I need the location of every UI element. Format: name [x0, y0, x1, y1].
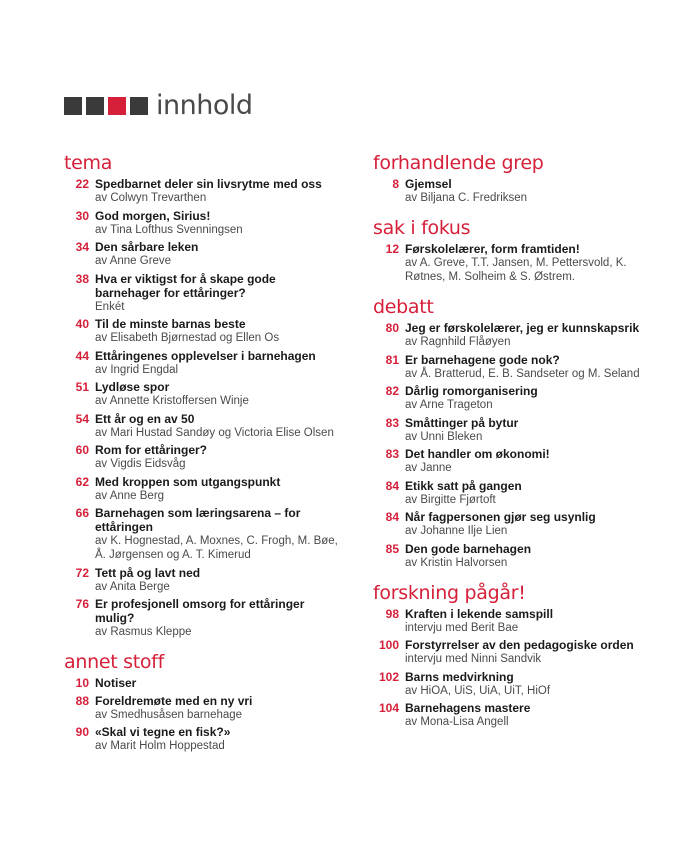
square-4	[130, 97, 148, 115]
section-title: forskning pågår!	[373, 581, 526, 604]
toc-entry[interactable]	[64, 240, 344, 268]
page-number: 102	[378, 669, 399, 684]
page-number: 12	[385, 242, 399, 256]
toc-entry[interactable]	[64, 349, 344, 377]
page-number: 51	[75, 380, 89, 394]
entry-body	[95, 209, 344, 237]
entry-body	[405, 416, 643, 444]
section-forhandlende-grep	[373, 152, 643, 205]
page-number: 10	[75, 676, 89, 690]
page-number: 83	[385, 415, 399, 430]
page-number: 30	[75, 208, 89, 223]
entry-title: Barns medvirkning	[405, 669, 514, 684]
entry-body	[405, 353, 643, 381]
toc-entry[interactable]	[64, 317, 344, 345]
entry-author: av Mona-Lisa Angell	[405, 716, 509, 728]
entry-body	[95, 566, 344, 594]
entry-title: Dårlig romorganisering	[405, 384, 538, 398]
toc-entry[interactable]	[373, 384, 643, 412]
entry-title: Den gode barnehagen	[405, 541, 532, 556]
page-number: 34	[75, 240, 89, 254]
page-number: 62	[75, 474, 89, 489]
entry-author: av Marit Holm Hoppestad	[95, 740, 225, 752]
page-number: 88	[75, 693, 89, 708]
entry-author: av Anne Berg	[95, 489, 165, 502]
toc-entry[interactable]	[64, 694, 344, 722]
page-number: 85	[385, 541, 399, 556]
entry-author: av Mari Hustad Sandøy og Victoria Elise Olsen	[95, 426, 334, 439]
entry-author: intervju med Berit Bae	[405, 621, 519, 634]
page-number: 44	[75, 348, 89, 363]
entry-author: av Rasmus Kleppe	[95, 626, 192, 638]
toc-entry[interactable]	[64, 412, 344, 440]
entry-title: Spedbarnet deler sin livsrytme med oss	[95, 177, 322, 191]
entry-title: Forstyrrelser av den pedagogiske orden	[405, 638, 634, 652]
entry-title: Jeg er førskolelærer, jeg er kunnskapsrik	[405, 321, 640, 335]
entry-title: Gjemsel	[405, 177, 452, 191]
entry-body	[95, 597, 344, 639]
square-2	[86, 97, 104, 115]
entry-body	[95, 240, 344, 268]
toc-entry[interactable]	[64, 597, 344, 639]
entry-title: Ett år og en av 50	[95, 411, 195, 426]
entry-author: av Å. Bratterud, E. B. Sandseter og M. Seland	[405, 367, 640, 380]
entry-title: Notiser	[95, 676, 137, 690]
entry-body	[95, 177, 344, 205]
entry-body	[405, 177, 643, 205]
entry-author: av Anita Berge	[95, 580, 170, 593]
entry-body	[405, 670, 643, 698]
entry-body	[95, 412, 344, 440]
toc-entry[interactable]	[64, 380, 344, 408]
entry-author: av Smedhusåsen barnehage	[95, 708, 243, 721]
entry-author: intervju med Ninni Sandvik	[405, 653, 542, 665]
section-sak-i-fokus	[373, 217, 643, 284]
page-number: 100	[378, 638, 399, 652]
entry-author: av Annette Kristoffersen Winje	[95, 395, 249, 407]
toc-entry[interactable]	[64, 506, 344, 562]
page-number: 104	[378, 701, 399, 715]
entry-author: Enkét	[95, 300, 125, 313]
page-number: 83	[385, 447, 399, 461]
entry-author: av Colwyn Trevarthen	[95, 192, 207, 204]
toc-entry[interactable]	[64, 725, 344, 753]
entry-title: Barnehagens mastere	[405, 701, 531, 715]
section-title: tema	[64, 152, 113, 174]
entry-body	[95, 694, 344, 722]
entry-title: Til de minste barnas beste	[95, 317, 246, 331]
entry-body	[405, 384, 643, 412]
entry-author: av Vigdis Eidsvåg	[95, 458, 186, 470]
entry-body	[95, 443, 344, 471]
section-annet-stoff	[64, 651, 344, 753]
square-1	[64, 97, 82, 115]
entry-title: Barnehagen som læringsarena – for ettåringen	[95, 506, 301, 534]
entry-author: av HiOA, UiS, UiA, UiT, HiOf	[405, 684, 551, 697]
entry-title: Hva er viktigst for å skape gode barnehager for ettåringer?	[95, 271, 276, 300]
page-number: 72	[75, 565, 89, 580]
entry-body	[405, 321, 643, 349]
page-number: 84	[385, 478, 399, 493]
toc-entry[interactable]	[64, 676, 344, 690]
entry-author: av Birgitte Fjørtoft	[405, 493, 496, 506]
left-column	[64, 152, 344, 765]
entry-title: Med kroppen som utgangspunkt	[95, 474, 281, 489]
entry-body	[95, 317, 344, 345]
square-3	[108, 97, 126, 115]
entry-title: Rom for ettåringer?	[95, 443, 208, 457]
toc-entry[interactable]	[64, 566, 344, 594]
entry-author: av Anne Greve	[95, 255, 172, 267]
entry-title: God morgen, Sirius!	[95, 208, 211, 223]
entry-title: Foreldremøte med en ny vri	[95, 693, 253, 708]
entry-title: Tett på og lavt ned	[95, 565, 201, 580]
page-number: 80	[385, 321, 399, 335]
page-header	[64, 92, 253, 119]
page-number: 66	[75, 506, 89, 520]
entry-body	[95, 349, 344, 377]
decorative-squares	[64, 97, 148, 115]
entry-author: av Ragnhild Flåøyen	[405, 336, 511, 348]
entry-author: av Elisabeth Bjørnestad og Ellen Os	[95, 332, 280, 344]
toc-entry[interactable]	[64, 177, 344, 205]
entry-author: av Biljana C. Fredriksen	[405, 192, 528, 204]
toc-entry[interactable]	[373, 701, 643, 729]
page-number: 8	[392, 177, 399, 191]
entry-title: Det handler om økonomi!	[405, 447, 550, 461]
page-number: 22	[75, 177, 89, 191]
section-forskning-p-g-r	[373, 582, 643, 730]
entry-author: av Unni Bleken	[405, 430, 483, 443]
entry-title: Etikk satt på gangen	[405, 478, 522, 493]
entry-author: av K. Hognestad, A. Moxnes, C. Frogh, M. Bøe, Å. Jørgensen og A. T. Kimerud	[95, 535, 338, 561]
toc-entry[interactable]	[373, 607, 643, 635]
entry-body	[405, 242, 643, 284]
toc-entry[interactable]	[64, 272, 344, 314]
page-number: 82	[385, 384, 399, 398]
toc-entry[interactable]	[373, 416, 643, 444]
entry-body	[405, 701, 643, 729]
entry-body	[405, 638, 643, 666]
section-title: forhandlende grep	[373, 152, 544, 174]
entry-author: av Johanne Ilje Lien	[405, 525, 508, 537]
entry-title: Er profesjonell omsorg for ettåringer mulig?	[95, 597, 305, 625]
toc-entry[interactable]	[64, 475, 344, 503]
section-title: annet stoff	[64, 651, 164, 673]
entry-title: Når fagpersonen gjør seg usynlig	[405, 510, 596, 524]
entry-body	[405, 542, 643, 570]
entry-title: Den sårbare leken	[95, 240, 199, 254]
entry-title: «Skal vi tegne en fisk?»	[95, 725, 231, 739]
entry-body	[95, 475, 344, 503]
toc-entry[interactable]	[373, 542, 643, 570]
entry-author: av Arne Trageton	[405, 399, 493, 411]
entry-title: Er barnehagene gode nok?	[405, 352, 560, 367]
toc-entry[interactable]	[64, 443, 344, 471]
entry-body	[405, 479, 643, 507]
section-title: debatt	[373, 296, 434, 318]
entry-body	[405, 447, 643, 475]
entry-body	[95, 272, 344, 314]
entry-title: Ettåringenes opplevelser i barnehagen	[95, 348, 316, 363]
page-number: 38	[75, 271, 89, 286]
section-debatt	[373, 296, 643, 570]
right-column	[373, 152, 643, 741]
entry-body	[405, 607, 643, 635]
page-number: 84	[385, 510, 399, 524]
entry-body	[405, 510, 643, 538]
entry-author: av Ingrid Engdal	[95, 363, 179, 376]
entry-body	[95, 380, 344, 408]
page-title: innhold	[156, 90, 253, 121]
entry-title: Kraften i lekende samspill	[405, 606, 554, 621]
page-number: 60	[75, 443, 89, 457]
toc-entry[interactable]	[64, 209, 344, 237]
toc-entry[interactable]	[373, 447, 643, 475]
entry-author: av Kristin Halvorsen	[405, 556, 508, 569]
entry-body	[95, 725, 344, 753]
page-number: 81	[385, 352, 399, 367]
toc-entry[interactable]	[373, 510, 643, 538]
page-number: 40	[75, 317, 89, 331]
toc-entry[interactable]	[373, 670, 643, 698]
toc-entry[interactable]	[373, 479, 643, 507]
entry-author: av Janne	[405, 462, 452, 474]
toc-entry[interactable]	[373, 242, 643, 284]
entry-title: Lydløse spor	[95, 380, 170, 394]
section-title: sak i fokus	[373, 217, 471, 239]
entry-body	[95, 676, 344, 690]
toc-entry[interactable]	[373, 321, 643, 349]
entry-author: av Tina Lofthus Svenningsen	[95, 223, 243, 236]
page-number: 76	[75, 597, 89, 611]
entry-title: Småttinger på bytur	[405, 415, 519, 430]
entry-body	[95, 506, 344, 562]
entry-author: av A. Greve, T.T. Jansen, M. Pettersvold, K. Røtnes, M. Solheim & S. Østrem.	[405, 257, 627, 283]
entry-title: Førskolelærer, form framtiden!	[405, 242, 580, 256]
page-number: 90	[75, 725, 89, 739]
toc-entry[interactable]	[373, 353, 643, 381]
section-tema	[64, 152, 344, 639]
page-number: 98	[385, 606, 399, 621]
toc-entry[interactable]	[373, 638, 643, 666]
toc-entry[interactable]	[373, 177, 643, 205]
page-number: 54	[75, 411, 89, 426]
